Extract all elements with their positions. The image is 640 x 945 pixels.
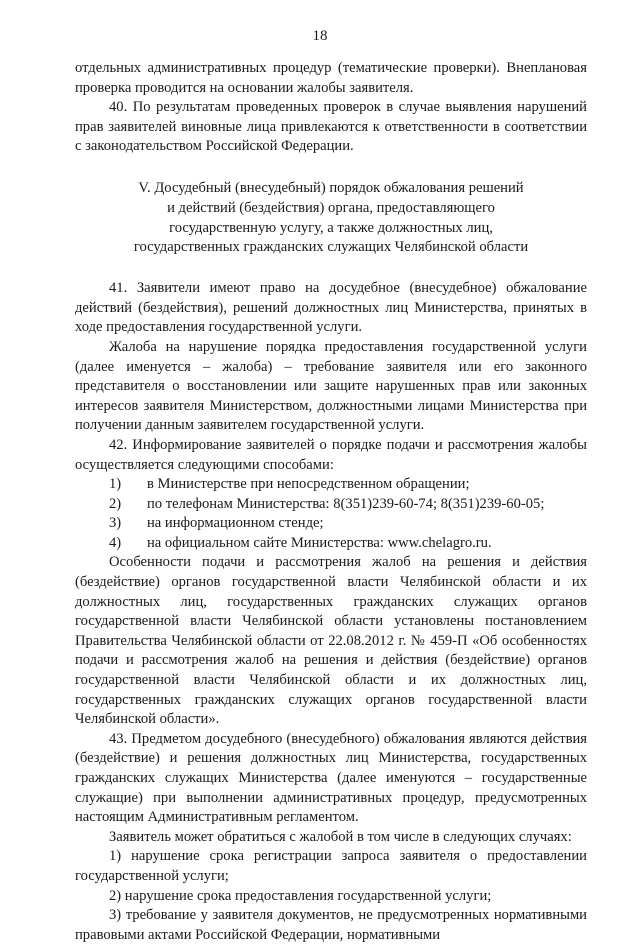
list-item [75,495,587,515]
paragraph-42-features: Особенности подачи и рассмотрения жалоб на решения и действия (бездействие) органов государственной власти Челябинской области и их должностных лиц, государственных гражданских служащих органов государственной власти Челябинской области установлены постановлением Правительства Челябинской области от 22.08.2012 г. № 459-П «Об особенностях подачи и рассмотрения жалоб на решения и действия (бездействие) органов государственной власти Челябинской области и их должностных лиц, государственных гражданских служащих органов государственной власти Челябинской области». [75,554,587,728]
list-item-number: 3) [109,515,122,532]
case-item-3: 3) требование у заявителя документов, не предусмотренных нормативными правовыми актами Российской Федерации, нормативными [75,907,587,943]
section-heading-line: государственную услугу, а также должностных лиц, [169,219,493,236]
list-item [75,475,587,495]
paragraph-43-cases: Заявитель может обратиться с жалобой в том числе в следующих случаях: [109,828,572,845]
case-item-1: 1) нарушение срока регистрации запроса заявителя о предоставлении государственной услуги; [75,848,587,884]
list-item [75,514,587,534]
list-item-number: 2) [109,495,122,512]
list-item-number: 4) [109,534,122,551]
list-item [75,534,587,554]
paragraph-41-complaint: Жалоба на нарушение порядка предоставления государственной услуги (далее именуется – жалоба) – требование заявителя или его законного представителя о восстановлении или защите нарушенных прав или законных интересов заявителя Министерством, должностными лицами Министерства при получении данным заявителем государственной услуги. [75,338,587,434]
list-item-text: на информационном стенде; [147,515,324,532]
document-body [75,59,587,945]
section-heading-line: государственных гражданских служащих Челябинской области [133,239,529,256]
section-heading [75,179,587,258]
section-heading-line: и действий (бездействия) органа, предоставляющего [167,199,495,216]
section-heading-line: V. Досудебный (внесудебный) порядок обжалования решений [138,179,524,196]
paragraph-43: 43. Предметом досудебного (внесудебного) обжалования являются действия (бездействие) и решения должностных лиц Министерства, государственных гражданских служащих Министерства (далее именуются – государственные служащие) при выполнении административных процедур, предусмотренных настоящим Административным регламентом. [75,730,587,826]
list-item-text: в Министерстве при непосредственном обращении; [147,476,470,493]
intro-paragraph: отдельных административных процедур (тематические проверки). Внеплановая проверка проводится на основании жалобы заявителя. [75,60,587,96]
paragraph-42: 42. Информирование заявителей о порядке подачи и рассмотрения жалобы осуществляется следующими способами: [75,436,587,473]
page-number: 18 [312,28,328,44]
list-item-text: на официальном сайте Министерства: www.chelagro.ru. [147,534,492,551]
list-item-number: 1) [109,476,122,493]
case-item-2: 2) нарушение срока предоставления государственной услуги; [109,887,492,904]
list-item-text: по телефонам Министерства: 8(351)239-60-74; 8(351)239-60-05; [147,495,545,512]
paragraph-40: 40. По результатам проведенных проверок в случае выявления нарушений прав заявителей виновные лица привлекаются к ответственности в соответствии с законодательством Российской Федерации. [75,99,587,155]
paragraph-41: 41. Заявители имеют право на досудебное (внесудебное) обжалование действий (бездействия), решений должностных лиц Министерства, принятых в ходе предоставления государственной услуги. [75,280,587,336]
